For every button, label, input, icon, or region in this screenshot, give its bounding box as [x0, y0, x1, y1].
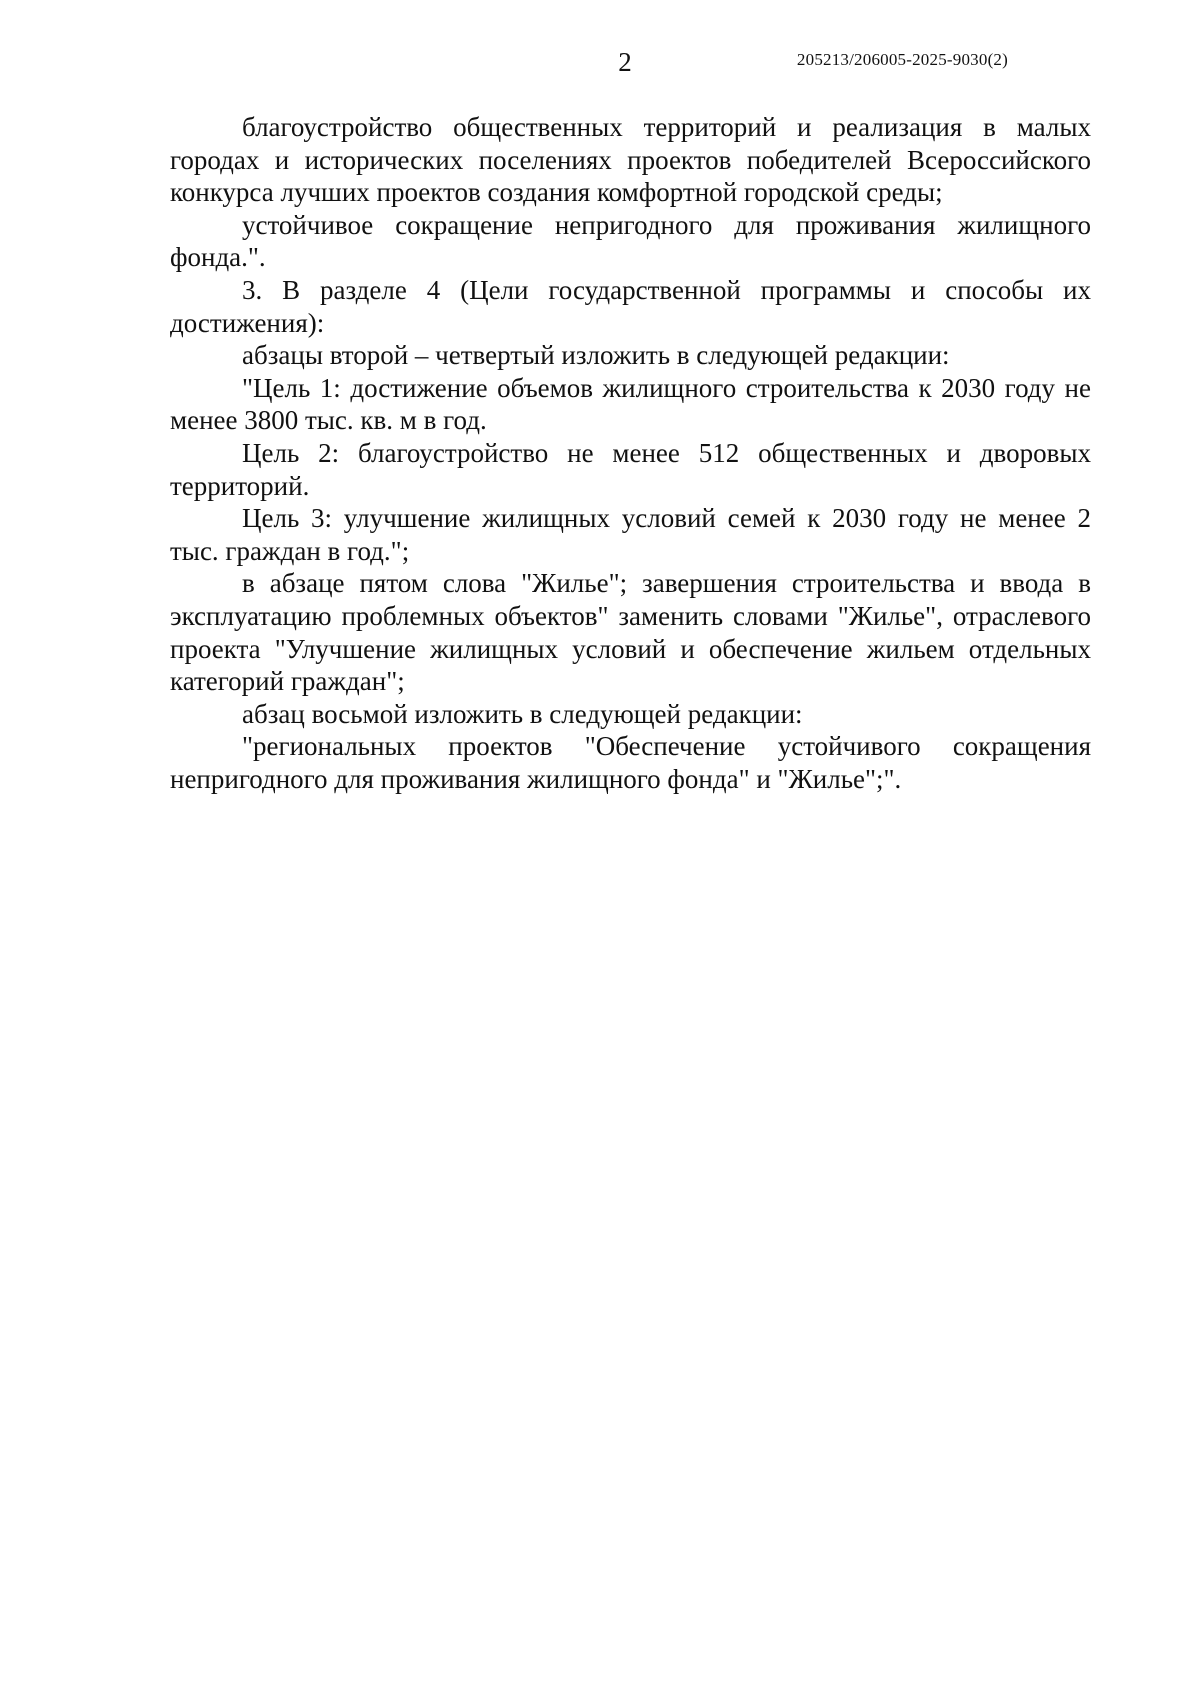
- paragraph: Цель 2: благоустройство не менее 512 общественных и дворовых территорий.: [170, 437, 1091, 501]
- page-number: 2: [618, 47, 632, 77]
- document-reference-number: 205213/206005-2025-9030(2): [796, 50, 1008, 69]
- paragraph: Цель 3: улучшение жилищных условий семей к 2030 году не менее 2 тыс. граждан в год.";: [170, 503, 1091, 566]
- paragraph: "Цель 1: достижение объемов жилищного строительства к 2030 году не менее 3800 тыс. кв. м в год.: [170, 372, 1091, 436]
- document-body: [170, 111, 1091, 795]
- paragraph: благоустройство общественных территорий и реализация в малых городах и исторических поселениях проектов победителей Всероссийского конкурса лучших проектов создания комфортной городской среды;: [170, 112, 1091, 208]
- paragraph: абзац восьмой изложить в следующей редакции:: [242, 698, 803, 729]
- paragraph: абзацы второй – четвертый изложить в следующей редакции:: [242, 340, 950, 371]
- paragraph: "региональных проектов "Обеспечение устойчивого сокращения непригодного для проживания жилищного фонда" и "Жилье";".: [170, 731, 1091, 794]
- paragraph: устойчивое сокращение непригодного для проживания жилищного фонда.".: [170, 209, 1091, 273]
- paragraph: в абзаце пятом слова "Жилье"; завершения строительства и ввода в эксплуатацию проблемных объектов" заменить словами "Жилье", отраслевого проекта "Улучшение жилищных условий и обеспечение жильем отдельных категорий граждан";: [170, 568, 1091, 697]
- paragraph: 3. В разделе 4 (Цели государственной программы и способы их достижения):: [170, 274, 1091, 338]
